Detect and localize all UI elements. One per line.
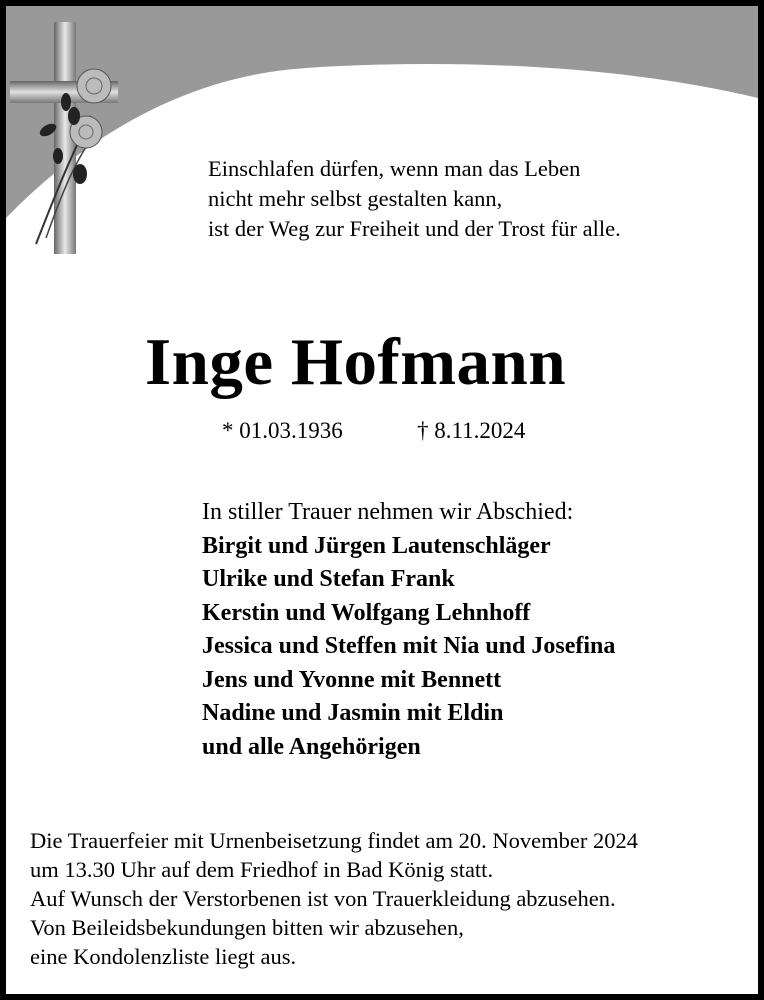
birth-date: * 01.03.1936 (222, 418, 343, 443)
mourner-entry: Kerstin und Wolfgang Lehnhoff (202, 599, 531, 626)
death-date: † 8.11.2024 (417, 418, 526, 443)
motto-line: ist der Weg zur Freiheit und der Trost für alle. (208, 216, 621, 241)
info-line: eine Kondolenzliste liegt aus. (30, 944, 297, 969)
deceased-name: Inge Hofmann (145, 325, 567, 399)
info-line: Die Trauerfeier mit Urnenbeisetzung findet am 20. November 2024 (30, 828, 638, 853)
motto-line: Einschlafen dürfen, wenn man das Leben (208, 156, 581, 181)
info-line: Auf Wunsch der Verstorbenen ist von Trauerkleidung abzusehen. (30, 886, 616, 911)
mourner-entry: Ulrike und Stefan Frank (202, 566, 455, 592)
mourner-entry: Jessica und Steffen mit Nia und Josefina (202, 633, 616, 659)
mourner-entry: Birgit und Jürgen Lautenschläger (202, 532, 551, 559)
funeral-info (30, 826, 638, 971)
motto-line: nicht mehr selbst gestalten kann, (208, 186, 503, 211)
info-line: um 13.30 Uhr auf dem Friedhof in Bad König statt. (30, 857, 494, 882)
mourner-entry: und alle Angehörigen (202, 733, 421, 760)
mourners-intro: In stiller Trauer nehmen wir Abschied: (202, 499, 574, 525)
mourner-entry: Jens und Yvonne mit Bennett (202, 666, 502, 693)
info-line: Von Beileidsbekundungen bitten wir abzusehen, (30, 915, 464, 940)
mourners-list (202, 496, 615, 764)
mourner-entry: Nadine und Jasmin mit Eldin (202, 700, 504, 726)
